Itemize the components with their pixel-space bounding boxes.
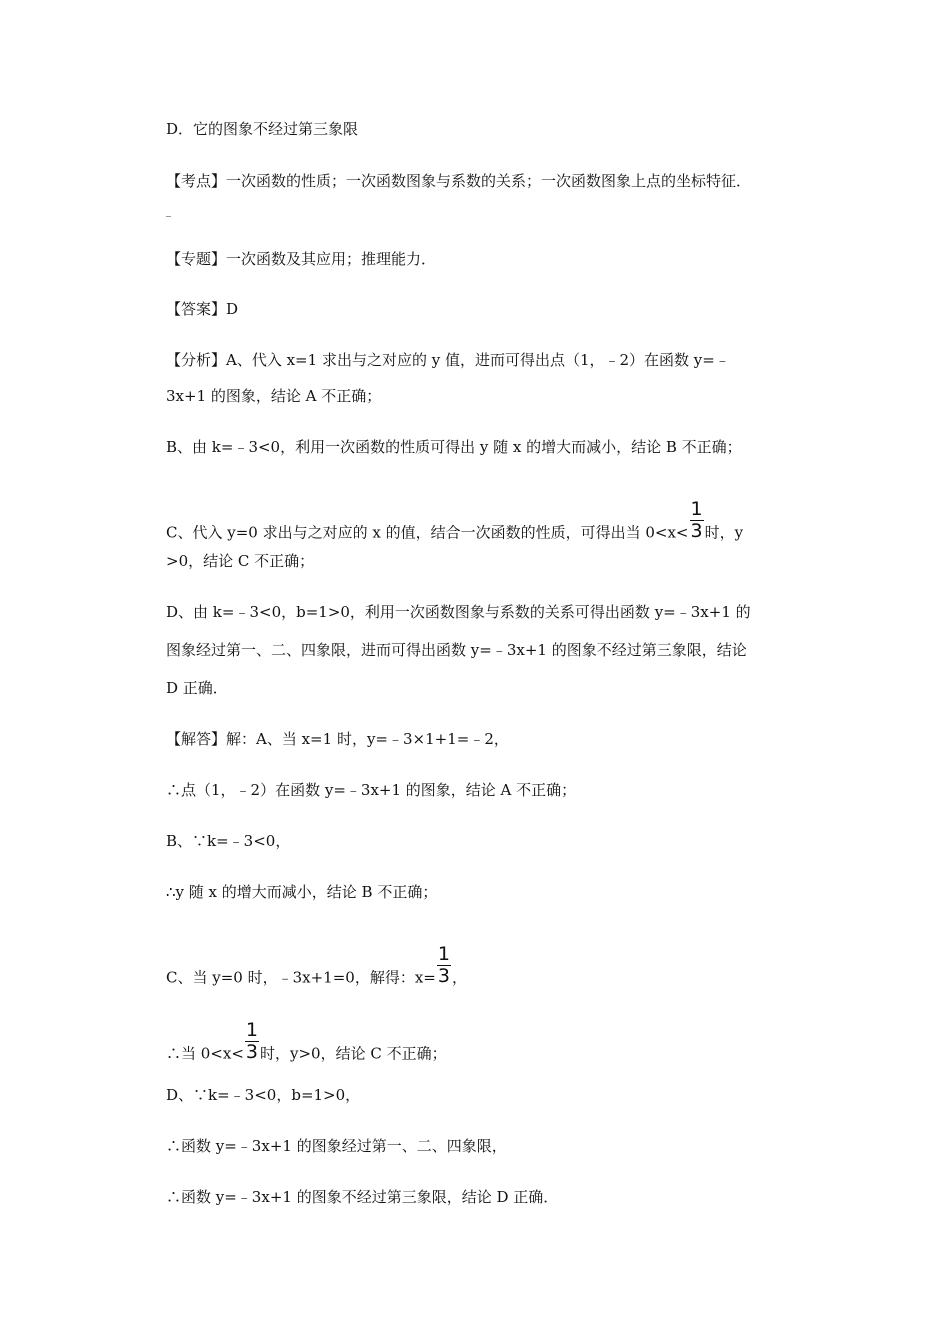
solution-c-line bbox=[166, 943, 467, 999]
solution-d-conclusion-1: ∴函数 y=﹣3x+1 的图象经过第一、二、四象限， bbox=[166, 1137, 507, 1155]
fraction-numerator: 1 bbox=[245, 1019, 259, 1041]
analysis-c-line-2: >0，结论 C 不正确； bbox=[166, 552, 315, 570]
fraction-numerator: 1 bbox=[690, 498, 703, 520]
kaodian-line: 【考点】一次函数的性质；一次函数图象与系数的关系；一次函数图象上点的坐标特征． bbox=[166, 172, 752, 190]
solution-d-line: D、∵k=﹣3<0，b=1>0， bbox=[166, 1086, 361, 1104]
solution-d-conclusion-2: ∴函数 y=﹣3x+1 的图象不经过第三象限，结论 D 正确． bbox=[166, 1188, 559, 1206]
fraction-one-third bbox=[690, 500, 704, 541]
analysis-c-text-a: C、代入 y=0 求出与之对应的 x 的值，结合一次函数的性质，可得出当 0<x< bbox=[166, 523, 689, 542]
analysis-d-line-1: D、由 k=﹣3<0，b=1>0，利用一次函数图象与系数的关系可得出函数 y=﹣3x+1 的 bbox=[166, 603, 751, 621]
solution-b-conclusion: ∴y 随 x 的增大而减小，结论 B 不正确； bbox=[166, 883, 438, 901]
fraction-denominator: 3 bbox=[690, 520, 703, 542]
answer-line: 【答案】D bbox=[166, 300, 239, 318]
solution-c-conclusion-b: 时，y>0，结论 C 不正确； bbox=[260, 1044, 447, 1063]
analysis-line-2: 3x+1 的图象，结论 A 不正确； bbox=[166, 387, 382, 405]
solution-c-conclusion-a: ∴当 0<x< bbox=[166, 1044, 244, 1063]
analysis-c-text-b: 时，y bbox=[704, 523, 744, 542]
solution-b-line: B、∵k=﹣3<0， bbox=[166, 832, 291, 850]
solution-a-line: ∴点（1，﹣2）在函数 y=﹣3x+1 的图象，结论 A 不正确； bbox=[166, 781, 577, 799]
fraction-one-third bbox=[245, 1021, 259, 1062]
fraction-numerator: 1 bbox=[437, 943, 450, 965]
fraction-denominator: 3 bbox=[245, 1041, 259, 1063]
analysis-d-line-2: 图象经过第一、二、四象限，进而可得出函数 y=﹣3x+1 的图象不经过第三象限，结论 bbox=[166, 641, 747, 659]
fraction-one-third bbox=[437, 945, 451, 986]
analysis-line-1: 【分析】A、代入 x=1 求出与之对应的 y 值，进而可得出点（1，﹣2）在函数 y=﹣ bbox=[166, 351, 730, 369]
analysis-d-line-3: D 正确． bbox=[166, 679, 228, 697]
solution-c-text-a: C、当 y=0 时，﹣3x+1=0，解得：x= bbox=[166, 968, 436, 987]
solution-c-conclusion bbox=[166, 1019, 447, 1075]
divider-mark bbox=[166, 216, 171, 217]
analysis-c-line-1 bbox=[166, 498, 744, 554]
solution-c-text-b: ， bbox=[451, 968, 467, 987]
analysis-b-line: B、由 k=﹣3<0，利用一次函数的性质可得出 y 随 x 的增大而减小，结论 B 不正确； bbox=[166, 438, 742, 456]
option-d-line: D．它的图象不经过第三象限 bbox=[166, 120, 359, 138]
solution-line-1: 【解答】解：A、当 x=1 时，y=﹣3×1+1=﹣2， bbox=[166, 730, 509, 748]
zhuanti-line: 【专题】一次函数及其应用；推理能力． bbox=[166, 250, 437, 268]
fraction-denominator: 3 bbox=[437, 965, 450, 987]
